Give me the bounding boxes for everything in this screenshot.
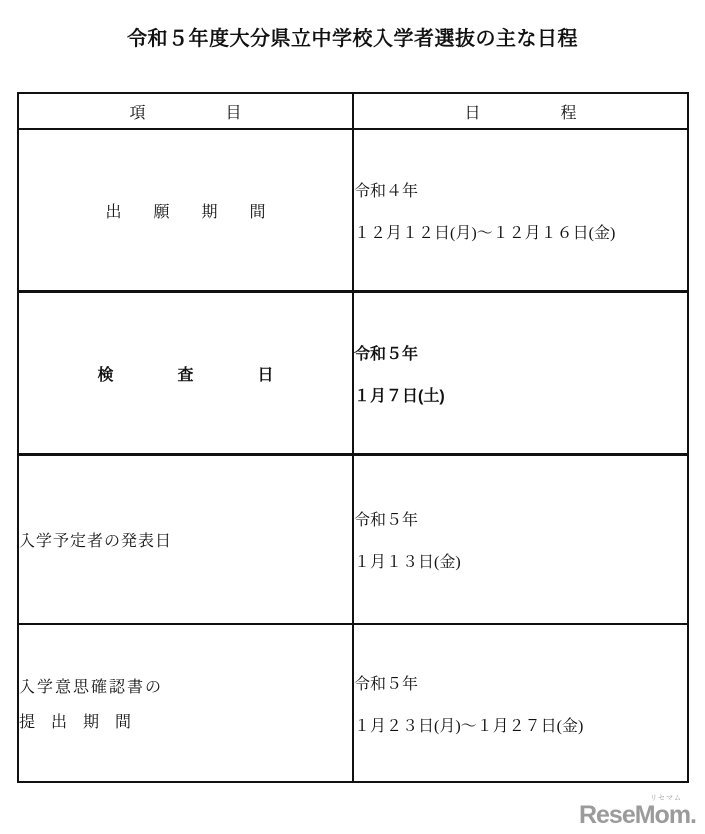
- schedule-table: [17, 92, 689, 783]
- resemom-logo-ruby-text: リセマム: [650, 795, 682, 802]
- table-row-announcement-day: [18, 455, 688, 625]
- schedule-cell-examination-day: [353, 292, 688, 455]
- item-cell-confirmation-submission-period: [18, 624, 353, 782]
- item-cell-application-period: 出 願 期 間: [18, 129, 353, 292]
- date-text: １月７日(土): [354, 387, 445, 405]
- schedule-cell-announcement-day: [353, 455, 688, 625]
- schedule-cell-application-period: [353, 129, 688, 292]
- table-row-confirmation-submission-period: [18, 624, 688, 782]
- table-row-examination-day: [18, 292, 688, 455]
- item-text-line1: 入学意思確認書の: [19, 679, 164, 696]
- era-year-text: 令和５年: [354, 512, 419, 529]
- table-header-row: [18, 93, 688, 129]
- era-year-text: 令和４年: [354, 182, 419, 200]
- resemom-logo: [579, 795, 696, 828]
- date-range-text: １月２３日(月)～１月２７日(金): [354, 717, 584, 735]
- item-text-line2: 提 出 期 間: [19, 714, 132, 731]
- date-text: １月１３日(金): [354, 554, 461, 571]
- column-header-item: 項 目: [18, 93, 353, 129]
- era-year-text: 令和５年: [354, 675, 419, 693]
- page-title: 令和５年度大分県立中学校入学者選抜の主な日程: [127, 28, 578, 50]
- table-row-application-period: [18, 129, 688, 292]
- resemom-logo-text: ReseMom.: [578, 801, 696, 829]
- date-range-text: １２月１２日(月)～１２月１６日(金): [354, 224, 616, 242]
- item-cell-announcement-day: 入学予定者の発表日: [18, 455, 353, 625]
- schedule-cell-confirmation-submission-period: [353, 624, 688, 782]
- column-header-schedule: 日 程: [353, 93, 688, 129]
- item-cell-examination-day: 検 査 日: [18, 292, 353, 455]
- era-year-text: 令和５年: [354, 345, 419, 363]
